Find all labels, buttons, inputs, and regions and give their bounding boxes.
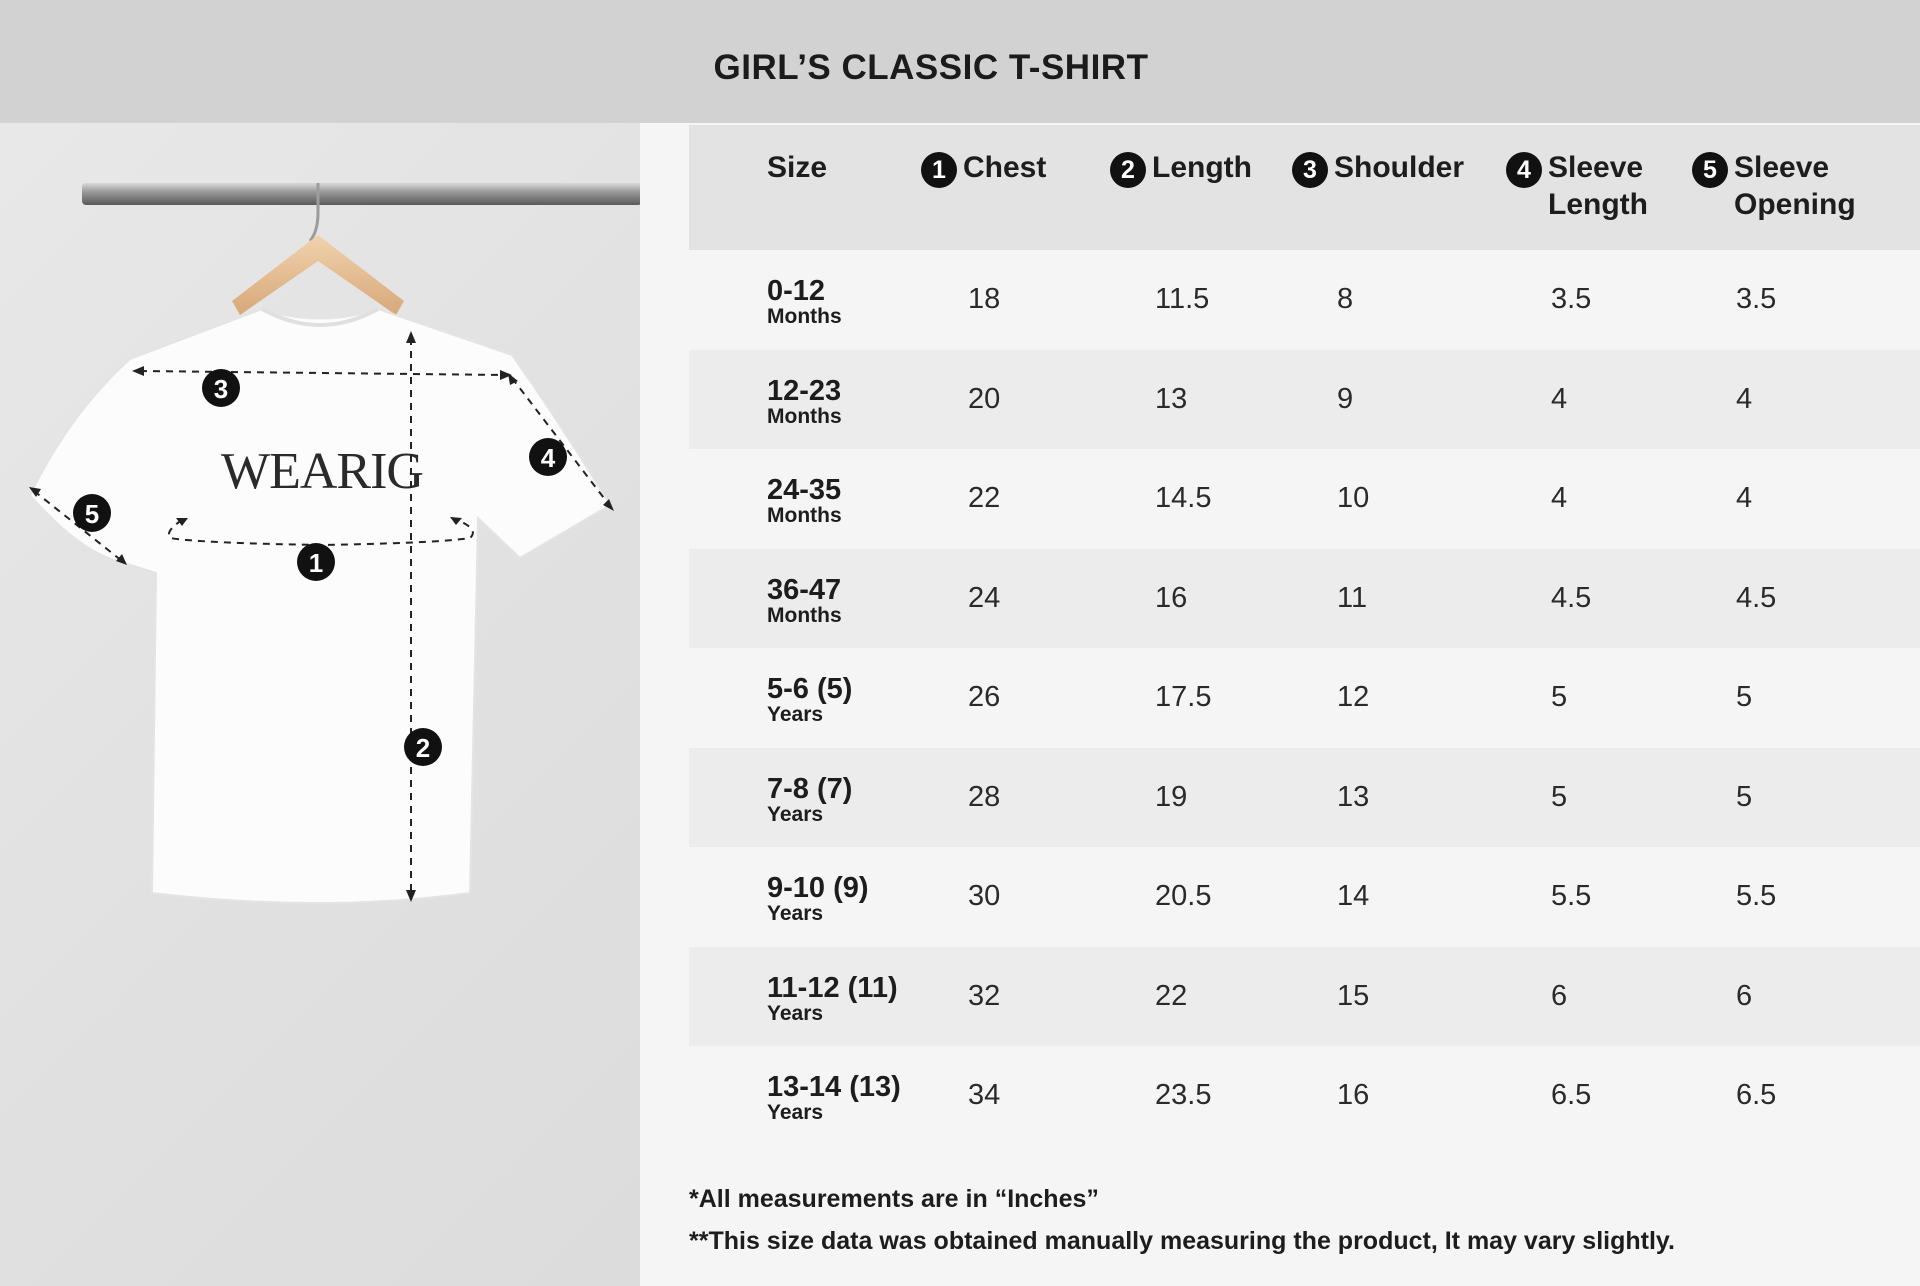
marker-5-icon <box>73 494 111 532</box>
chest-value: 34 <box>968 1079 1001 1111</box>
shoulder-value: 12 <box>1337 681 1370 713</box>
sleeve-opening-value: 5 <box>1736 780 1753 813</box>
shoulder-value: 11 <box>1337 581 1368 614</box>
table-row <box>689 549 1920 649</box>
size-label: 11-12 (11) <box>767 971 898 1004</box>
length-value: 11.5 <box>1155 283 1210 315</box>
sleeve-opening-value: 5 <box>1736 681 1753 713</box>
size-unit: Years <box>767 802 824 826</box>
size-label: 7-8 (7) <box>767 772 853 805</box>
marker-2-icon: 2 <box>1110 152 1146 188</box>
length-value: 22 <box>1155 979 1188 1012</box>
sleeve-opening-value: 4 <box>1736 482 1753 514</box>
tshirt-illustration <box>0 123 640 923</box>
length-value: 17.5 <box>1155 681 1212 713</box>
shoulder-value: 14 <box>1337 880 1370 912</box>
disclaimer-note: **This size data was obtained manually measuring the product, It may vary slightly. <box>689 1227 1675 1255</box>
footnotes <box>689 1178 1675 1262</box>
length-value: 14.5 <box>1155 482 1212 514</box>
table-row <box>689 449 1920 549</box>
svg-text:5: 5 <box>84 499 100 529</box>
size-table <box>689 125 1920 1146</box>
header-shoulder: 3 Shoulder <box>1292 149 1464 188</box>
brand-text: WEARIG <box>221 443 423 500</box>
chest-value: 24 <box>968 581 1001 614</box>
marker-1-icon: 1 <box>921 152 957 188</box>
svg-text:3: 3 <box>213 374 229 404</box>
sleeve-opening-value: 3.5 <box>1736 283 1777 315</box>
sleeve-length-value: 6 <box>1551 979 1568 1012</box>
shoulder-value: 9 <box>1337 382 1354 415</box>
chest-value: 26 <box>968 681 1001 713</box>
sleeve-opening-value: 4.5 <box>1736 581 1777 614</box>
sleeve-length-value: 6.5 <box>1551 1079 1592 1111</box>
length-value: 13 <box>1155 382 1188 415</box>
table-row <box>689 1046 1920 1146</box>
header-sleeve-opening: 5 Sleeve Opening <box>1692 149 1856 223</box>
size-label: 5-6 (5) <box>767 673 853 705</box>
sleeve-length-value: 3.5 <box>1551 283 1592 315</box>
table-row <box>689 847 1920 947</box>
table-header <box>689 125 1920 250</box>
shoulder-value: 16 <box>1337 1079 1370 1111</box>
size-label: 9-10 (9) <box>767 872 869 904</box>
length-value: 23.5 <box>1155 1079 1212 1111</box>
shoulder-value: 10 <box>1337 482 1370 514</box>
title-bar <box>0 0 1920 123</box>
marker-4-icon: 4 <box>1506 152 1542 188</box>
sleeve-opening-value: 6.5 <box>1736 1079 1777 1111</box>
chest-value: 22 <box>968 482 1001 514</box>
svg-text:1: 1 <box>308 548 324 578</box>
size-label: 36-47 <box>767 573 842 606</box>
header-sleeve-length: 4 Sleeve Length <box>1506 149 1648 223</box>
wooden-hanger <box>232 235 404 315</box>
units-note: *All measurements are in “Inches” <box>689 1185 1099 1213</box>
size-unit: Years <box>767 703 824 726</box>
marker-4-icon <box>529 438 567 476</box>
size-unit: Years <box>767 1001 824 1025</box>
chest-value: 32 <box>968 979 1001 1012</box>
marker-3-icon: 3 <box>1292 152 1328 188</box>
marker-5-icon: 5 <box>1692 152 1728 188</box>
sleeve-opening-value: 6 <box>1736 979 1753 1012</box>
length-value: 20.5 <box>1155 880 1212 912</box>
table-row <box>689 250 1920 350</box>
chest-value: 28 <box>968 780 1001 813</box>
table-row <box>689 748 1920 848</box>
chest-value: 30 <box>968 880 1001 912</box>
shoulder-value: 15 <box>1337 979 1370 1012</box>
header-chest: 1 Chest <box>921 149 1046 188</box>
clothes-rail <box>82 183 640 205</box>
marker-3-icon <box>202 369 240 407</box>
size-label: 13-14 (13) <box>767 1071 901 1103</box>
sleeve-length-value: 5 <box>1551 681 1568 713</box>
sleeve-length-value: 4 <box>1551 482 1568 514</box>
size-unit: Months <box>767 305 842 328</box>
size-label: 12-23 <box>767 374 842 407</box>
marker-1-icon <box>297 543 335 581</box>
chest-value: 20 <box>968 382 1001 415</box>
length-value: 19 <box>1155 780 1188 813</box>
size-unit: Months <box>767 603 842 627</box>
shoulder-value: 8 <box>1337 283 1354 315</box>
size-unit: Months <box>767 404 842 428</box>
size-label: 0-12 <box>767 275 826 307</box>
marker-2-icon <box>404 728 442 766</box>
size-unit: Months <box>767 504 842 527</box>
length-value: 16 <box>1155 581 1188 614</box>
table-row <box>689 648 1920 748</box>
sleeve-length-value: 5.5 <box>1551 880 1592 912</box>
size-unit: Years <box>767 902 824 925</box>
tshirt-shape <box>30 309 610 903</box>
page-title: GIRL’S CLASSIC T-SHIRT <box>713 48 1149 87</box>
sleeve-length-value: 4.5 <box>1551 581 1592 614</box>
sleeve-opening-value: 5.5 <box>1736 880 1777 912</box>
table-row <box>689 350 1920 450</box>
sleeve-opening-value: 4 <box>1736 382 1753 415</box>
header-size: Size <box>767 151 828 184</box>
chest-value: 18 <box>968 283 1001 315</box>
header-length: 2 Length <box>1110 149 1252 188</box>
sleeve-length-value: 5 <box>1551 780 1568 813</box>
svg-text:4: 4 <box>540 443 556 473</box>
size-unit: Years <box>767 1101 824 1124</box>
size-label: 24-35 <box>767 474 842 506</box>
svg-text:2: 2 <box>415 733 431 763</box>
shoulder-value: 13 <box>1337 780 1370 813</box>
table-row <box>689 947 1920 1047</box>
sleeve-length-value: 4 <box>1551 382 1568 415</box>
